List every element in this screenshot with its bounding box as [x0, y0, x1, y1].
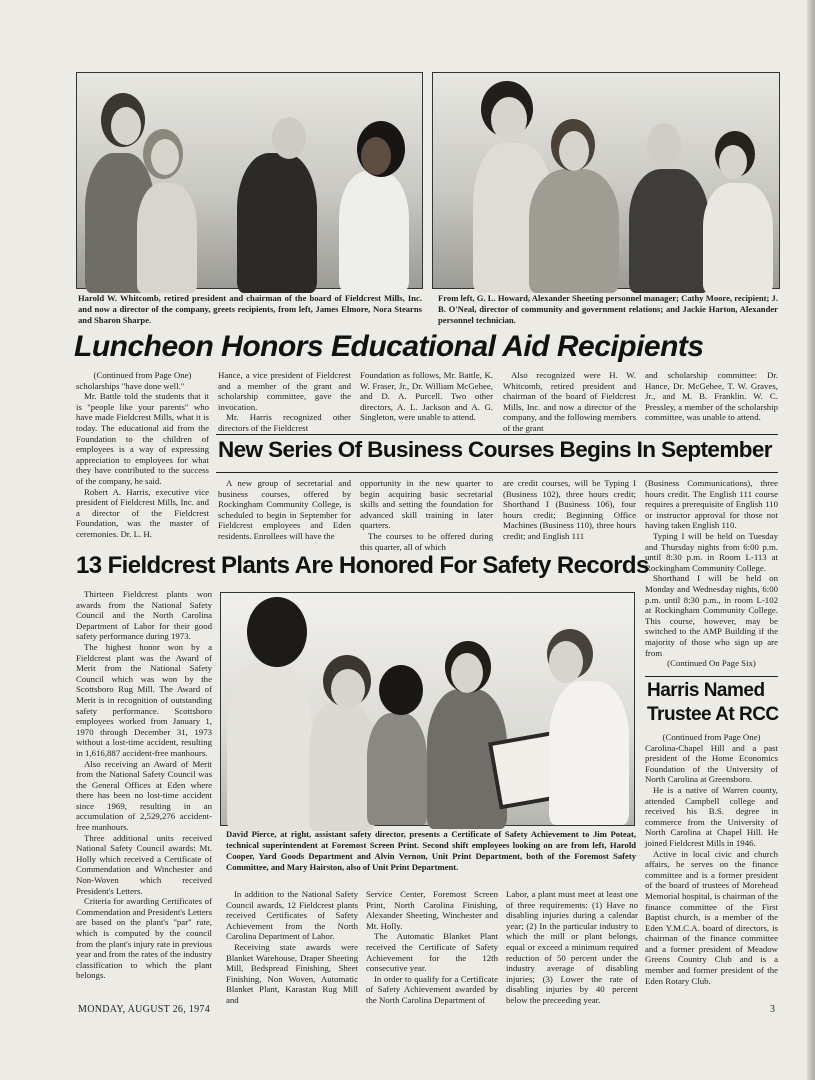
caption-photo-3: David Pierce, at right, assistant safety director, presents a Certificate of Safety Achievement to Jim Poteat, technical superintendent at Foremost Screen Print. Second shift employees looking on are from left, Harold Cooper, Yard Goods Department and Alvin Vernon, Unit Print Department, both of the Foremost Safety Committee, and Mary Hairston, also of Unit Print Department.: [226, 829, 636, 872]
safety-column-4: Labor, a plant must meet at least one of three requirements: (1) Have no disabling injuries during a calendar year; (2) In the particular industry to which the mill or plant belongs, equal or exceed a minimum required reduction of 50 percent under the industry average of disabling injuries; (3) Lower the rate of disabling injuries by 40 percent below the preceeding year.: [506, 889, 638, 1005]
photo-whitcomb-recipients: [76, 72, 423, 289]
headline-business-courses: New Series Of Business Courses Begins In September: [218, 437, 772, 462]
photo-howard-group: [432, 72, 780, 289]
caption-photo-1: Harold W. Whitcomb, retired president and chairman of the board of Fieldcrest Mills, Inc. and now a director of the company, greets recipients, from left, James Elmore, Nora Stearns and Sharon Sharpe.: [78, 293, 422, 325]
luncheon-column-4: Also recognized were H. W. Whitcomb, retired president and chairman of the board of Fieldcrest Mills, Inc. and now a director of the company, and the following members of the grant: [503, 370, 636, 433]
headline-harris-line-1: Harris Named: [647, 680, 765, 701]
rule-harris-top: [645, 676, 778, 677]
caption-photo-2: From left, G. L. Howard, Alexander Sheeting personnel manager; Cathy Moore, recipient; J. B. O'Neal, director of community and government relations; and Jackie Harton, Alexander personnel technician.: [438, 293, 778, 325]
business-column-4: (Business Communications), three hours credit. The English 111 course requires a prerequisite of English 110 or instructor approval for those not having taken English 110. Typing I will be held on Tuesday and Thursday nights from 6:00 p.m. until 8:30 p.m. in Room L-113 at Rockingham Community College. Shorthand I will be held on Monday and Wednesday nights, 6:00 p.m. until 8:30 p.m., in room L-102 at Rockingham Community College. This course, however, may be switched to the AMP Building if the majority of those who sign up are from (Continued On Page Six): [645, 478, 778, 669]
business-column-2: opportunity in the new quarter to begin acquiring basic secretarial skills and setting the foundation for advanced skill training in later quarters. The courses to be offered during this quarter, all of which: [360, 478, 493, 552]
rule-business-bottom: [216, 472, 778, 473]
harris-column: (Continued from Page One) Carolina-Chapel Hill and a past president of the Home Economics Foundation of the University of North Carolina at Greensboro. He is a native of Warren county, attended Campbell college and received his B.S. degree in commerce from the University of North Carolina at Chapel Hill. He joined Fieldcrest Mills in 1946. Active in local civic and church affairs, he serves on the finance committee and is a former president of the board of trustees of Morehead Memorial hospital, is chairman of the finance committee of the First Baptist church, is a member of the Eden Y.M.C.A. board of directors, is chairman of the finance committee and a former president of Meadow Greens Country Club and is a member and former president of the Eden Rotary Club.: [645, 732, 778, 986]
footer-page-number: 3: [770, 1004, 776, 1015]
headline-harris-line-2: Trustee At RCC: [647, 704, 779, 725]
luncheon-column-5: and scholarship committee: Dr. Hance, Dr. McGehee, T. W. Graves, Jr., and M. B. Franklin. W. C. Pressley, a member of the scholarship committee, was unable to attend.: [645, 370, 778, 423]
safety-column-1: Thirteen Fieldcrest plants won awards from the National Safety Council and the North Carolina Department of Labor for their good safety performance during 1973. The highest honor won by a Fieldcrest plant was the Award of Merit from the National Safety Council which was won by the Scottsboro Rug Mill. The Award of Merit is in recognition of outstanding safety performance. Scottsboro employees worked from January 1, 1970 through December 31, 1973 without a lost-time accident, resulting in 1,616,887 accident-free manhours. Also receiving an Award of Merit from the National Safety Council was the General Offices at Eden where there has been no lost-time accident since 1969, resulting in an accumulation of 2,529,276 accident-free manhours. Three additional units received National Safety Council awards: Mt. Holly which received a Certificate of Commendation and Winchester and Non-Woven which received President's Letters. Criteria for awarding Certificates of Commendation and President's Letters are based on the plant's "par" rate, which is computed by the council from the plant's injury rate in previous year and from the rates of the industry classification to which the plant belongs.: [76, 589, 212, 981]
rule-business-top: [216, 434, 778, 435]
page-edge-shadow: [807, 0, 815, 1080]
business-column-1: A new group of secretarial and business courses, offered by Rockingham Community College, is scheduled to begin in September for Fieldcrest employees and Eden residents. Enrollees will have the: [218, 478, 351, 541]
headline-luncheon: Luncheon Honors Educational Aid Recipients: [74, 330, 704, 363]
photo-safety-certificate: [220, 592, 635, 826]
luncheon-column-1: (Continued from Page One) scholarships "have done well." Mr. Battle told the students that it is "people like your parents" who have made Fieldcrest Mills, what it is today. The educational aid from the Foundation to the children of employees is a way of expressing appreciation to employees for what they have contributed to the success of the company, he said. Robert A. Harris, executive vice president of Fieldcrest Mills, Inc. and a director of the Fieldcrest Foundation, was the master of ceremonies. Dr. L. H.: [76, 370, 209, 539]
safety-column-2: In addition to the National Safety Council awards, 12 Fieldcrest plants received Certificates of Safety Achievement from the North Carolina Department of Labor. Receiving state awards were Blanket Warehouse, Draper Sheeting Mill, Bedspread Finishing, Sheet Finishing, Non Woven, Automatic Blanket Plant, Karastan Rug Mill and: [226, 889, 358, 1005]
business-column-3: are credit courses, will be Typing I (Business 102), three hours credit; Shorthand I (Business 106), four hours credit; Beginning Office Machines (Business 110), three hours credit; and English 111: [503, 478, 636, 541]
footer-date: MONDAY, AUGUST 26, 1974: [78, 1004, 211, 1015]
headline-safety-records: 13 Fieldcrest Plants Are Honored For Safety Records: [76, 552, 649, 579]
safety-column-3: Service Center, Foremost Screen Print, North Carolina Finishing, Alexander Sheeting, Winchester and Mt. Holly. The Automatic Blanket Plant received the Certificate of Safety Achievement for the 12th consecutive year. In order to qualify for a Certificate of Safety Achievement awarded by the North Carolina Department of: [366, 889, 498, 1005]
luncheon-column-3: Foundation as follows, Mr. Battle, K. W. Fraser, Jr., Dr. William McGehee, and D. A. Purcell. Two other directors, A. L. Jackson and A. G. Singleton, were unable to attend.: [360, 370, 493, 423]
luncheon-column-2: Hance, a vice president of Fieldcrest and a member of the grant and scholarship committee, gave the invocation. Mr. Harris recognized other directors of the Fieldcrest: [218, 370, 351, 433]
